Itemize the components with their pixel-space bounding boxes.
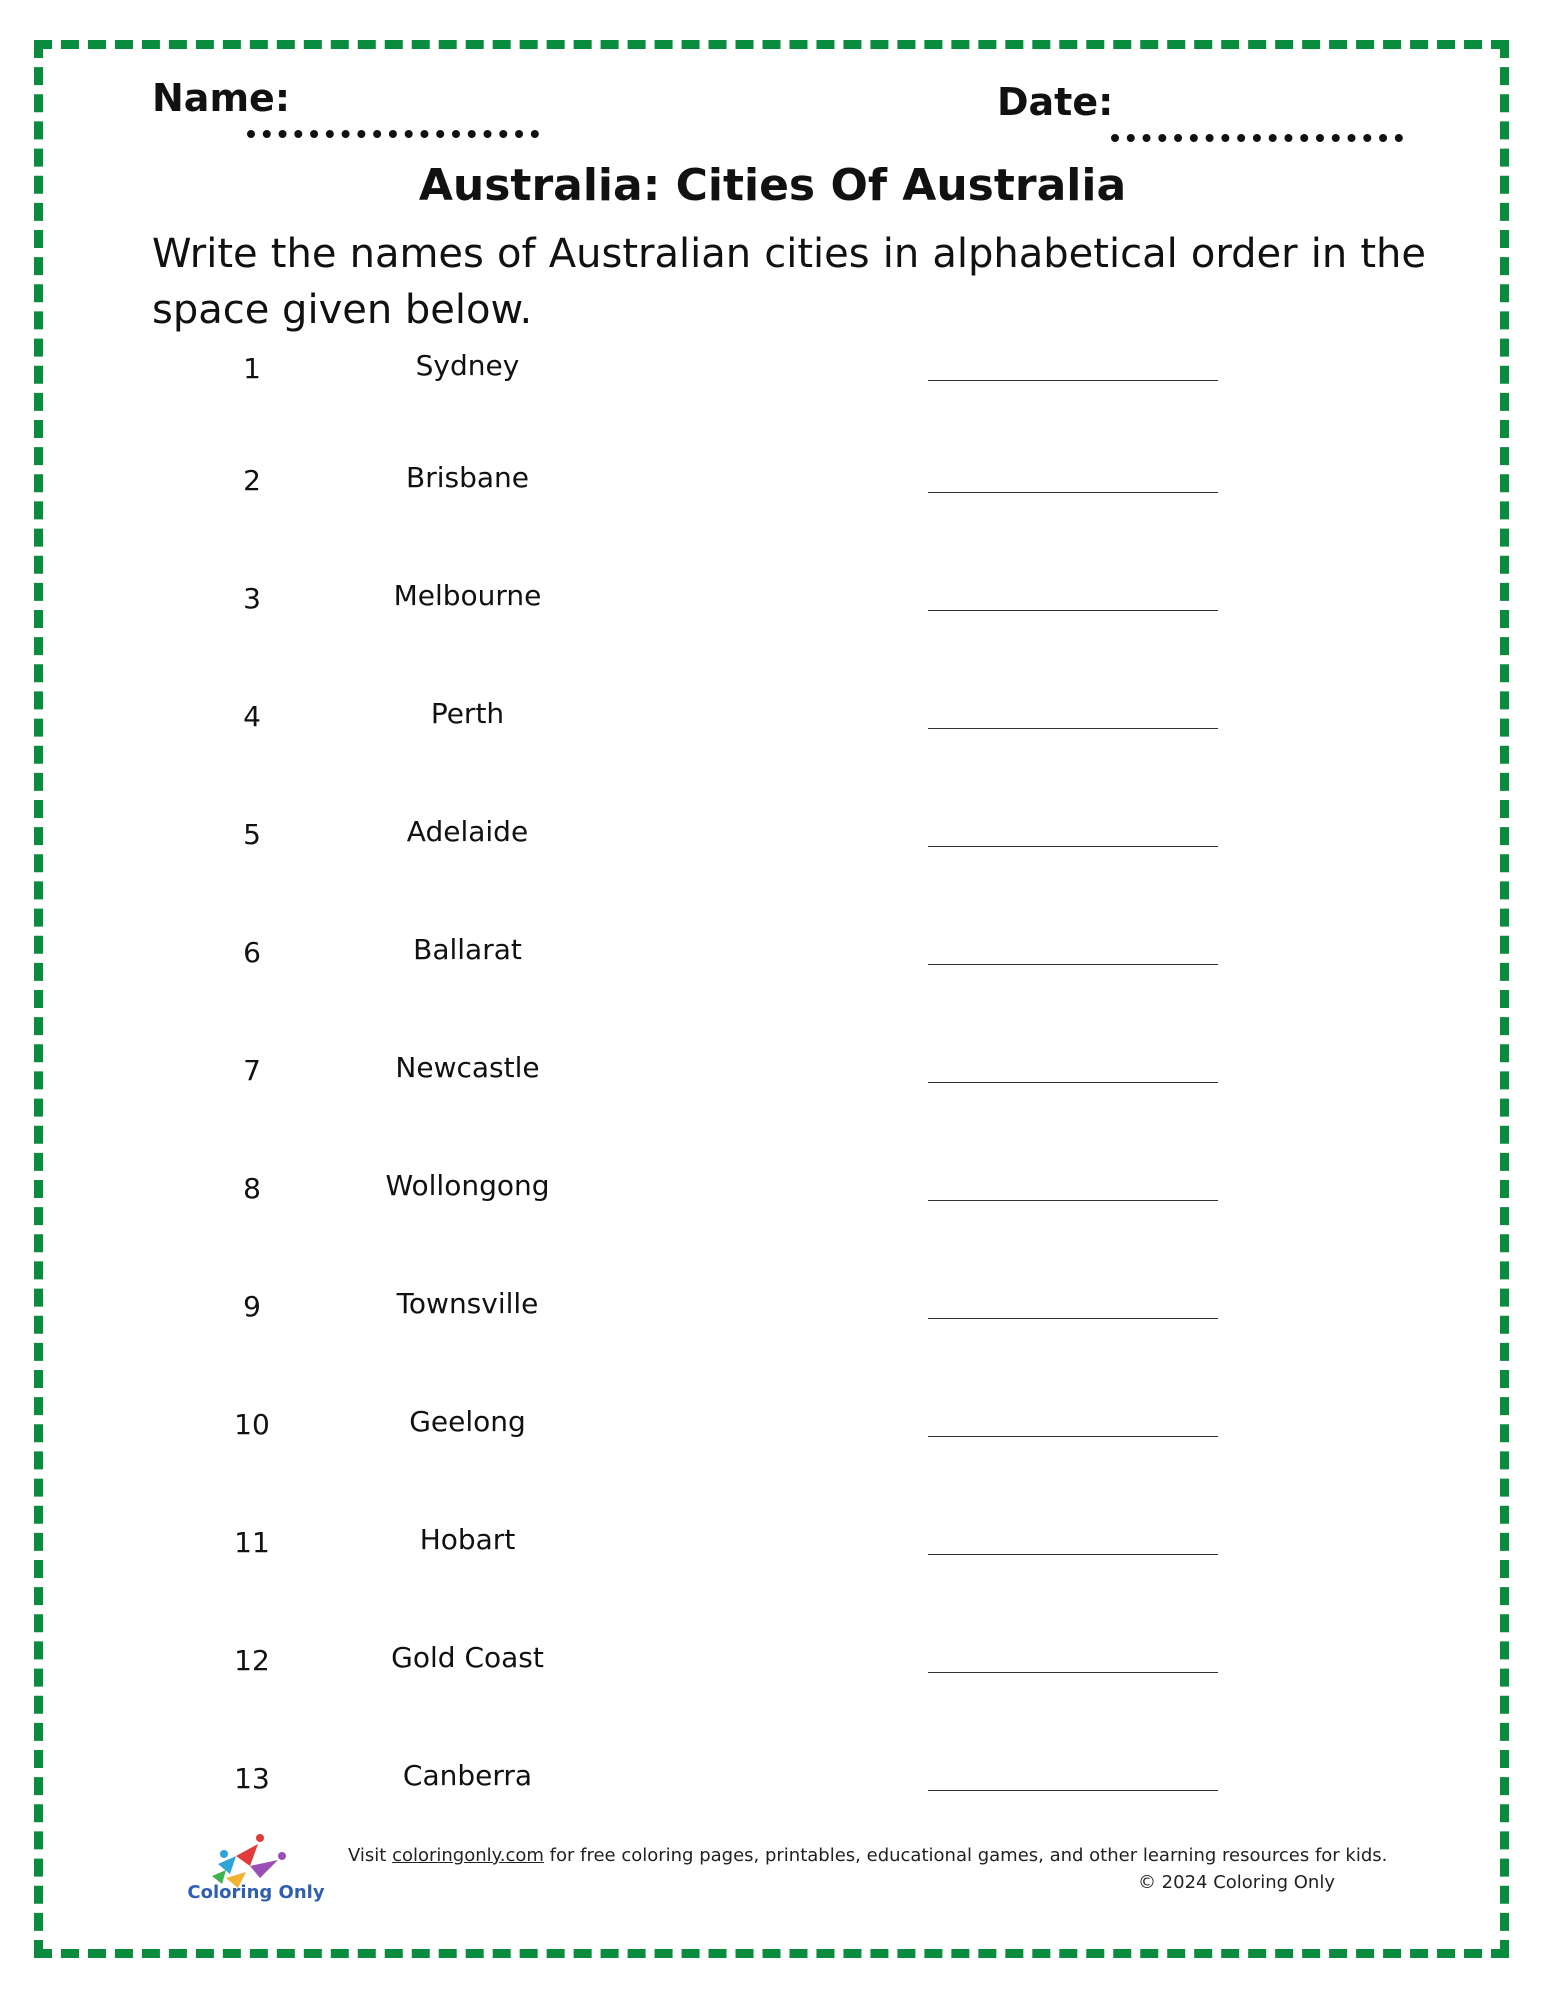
city-name: Sydney [415, 349, 520, 382]
name-label: Name: [152, 76, 291, 120]
list-item [0, 1523, 1545, 1566]
date-label: Date: [997, 80, 1114, 124]
city-name: Hobart [419, 1523, 516, 1556]
list-item [0, 579, 1545, 622]
row-number: 1 [243, 352, 261, 385]
instructions-text: Write the names of Australian cities in alphabetical order in the space given below. [152, 231, 1426, 333]
row-number: 10 [234, 1408, 270, 1441]
city-name: Townsville [396, 1287, 539, 1320]
answer-line[interactable] [928, 1082, 1218, 1083]
list-item [0, 1405, 1545, 1448]
answer-line[interactable] [928, 1318, 1218, 1319]
row-number: 4 [243, 700, 261, 733]
list-item [0, 815, 1545, 858]
answer-line[interactable] [928, 1436, 1218, 1437]
city-name: Perth [430, 697, 505, 730]
list-item [0, 1051, 1545, 1094]
list-item [0, 461, 1545, 504]
row-number: 3 [243, 582, 261, 615]
city-name: Ballarat [413, 933, 522, 966]
list-item [0, 697, 1545, 740]
page-title: Australia: Cities Of Australia [418, 160, 1127, 211]
answer-line[interactable] [928, 380, 1218, 381]
city-name: Canberra [402, 1759, 533, 1792]
city-name: Brisbane [406, 461, 529, 494]
answer-line[interactable] [928, 1790, 1218, 1791]
row-number: 7 [243, 1054, 261, 1087]
city-name: Geelong [409, 1405, 526, 1438]
list-item [0, 933, 1545, 976]
row-number: 9 [243, 1290, 261, 1323]
city-name: Newcastle [395, 1051, 540, 1084]
copyright-text: © 2024 Coloring Only [1137, 1872, 1335, 1893]
city-name: Wollongong [385, 1169, 550, 1202]
city-name: Adelaide [406, 815, 529, 848]
list-item [0, 1759, 1545, 1802]
date-field[interactable] [1111, 134, 1403, 142]
answer-line[interactable] [928, 728, 1218, 729]
row-number: 5 [243, 818, 261, 851]
row-number: 11 [234, 1526, 270, 1559]
city-name: Melbourne [393, 579, 542, 612]
list-item [0, 1287, 1545, 1330]
list-item [0, 1169, 1545, 1212]
answer-line[interactable] [928, 964, 1218, 965]
answer-line[interactable] [928, 846, 1218, 847]
row-number: 6 [243, 936, 261, 969]
answer-line[interactable] [928, 1200, 1218, 1201]
footer-visit-prefix: Visit [348, 1845, 393, 1866]
list-item [0, 1641, 1545, 1684]
city-name: Gold Coast [391, 1641, 544, 1674]
answer-line[interactable] [928, 610, 1218, 611]
footer-visit-suffix: for free coloring pages, printables, educational games, and other learning resources for kids. [543, 1845, 1388, 1866]
answer-line[interactable] [928, 492, 1218, 493]
row-number: 2 [243, 464, 261, 497]
row-number: 12 [234, 1644, 270, 1677]
answer-line[interactable] [928, 1672, 1218, 1673]
row-number: 13 [234, 1762, 270, 1795]
answer-line[interactable] [928, 1554, 1218, 1555]
list-item [0, 349, 1545, 392]
logo-text: Coloring Only [187, 1882, 325, 1903]
row-number: 8 [243, 1172, 261, 1205]
name-field[interactable] [247, 130, 539, 138]
website-link[interactable]: coloringonly.com [392, 1845, 544, 1866]
footer-text [348, 1845, 1387, 1866]
